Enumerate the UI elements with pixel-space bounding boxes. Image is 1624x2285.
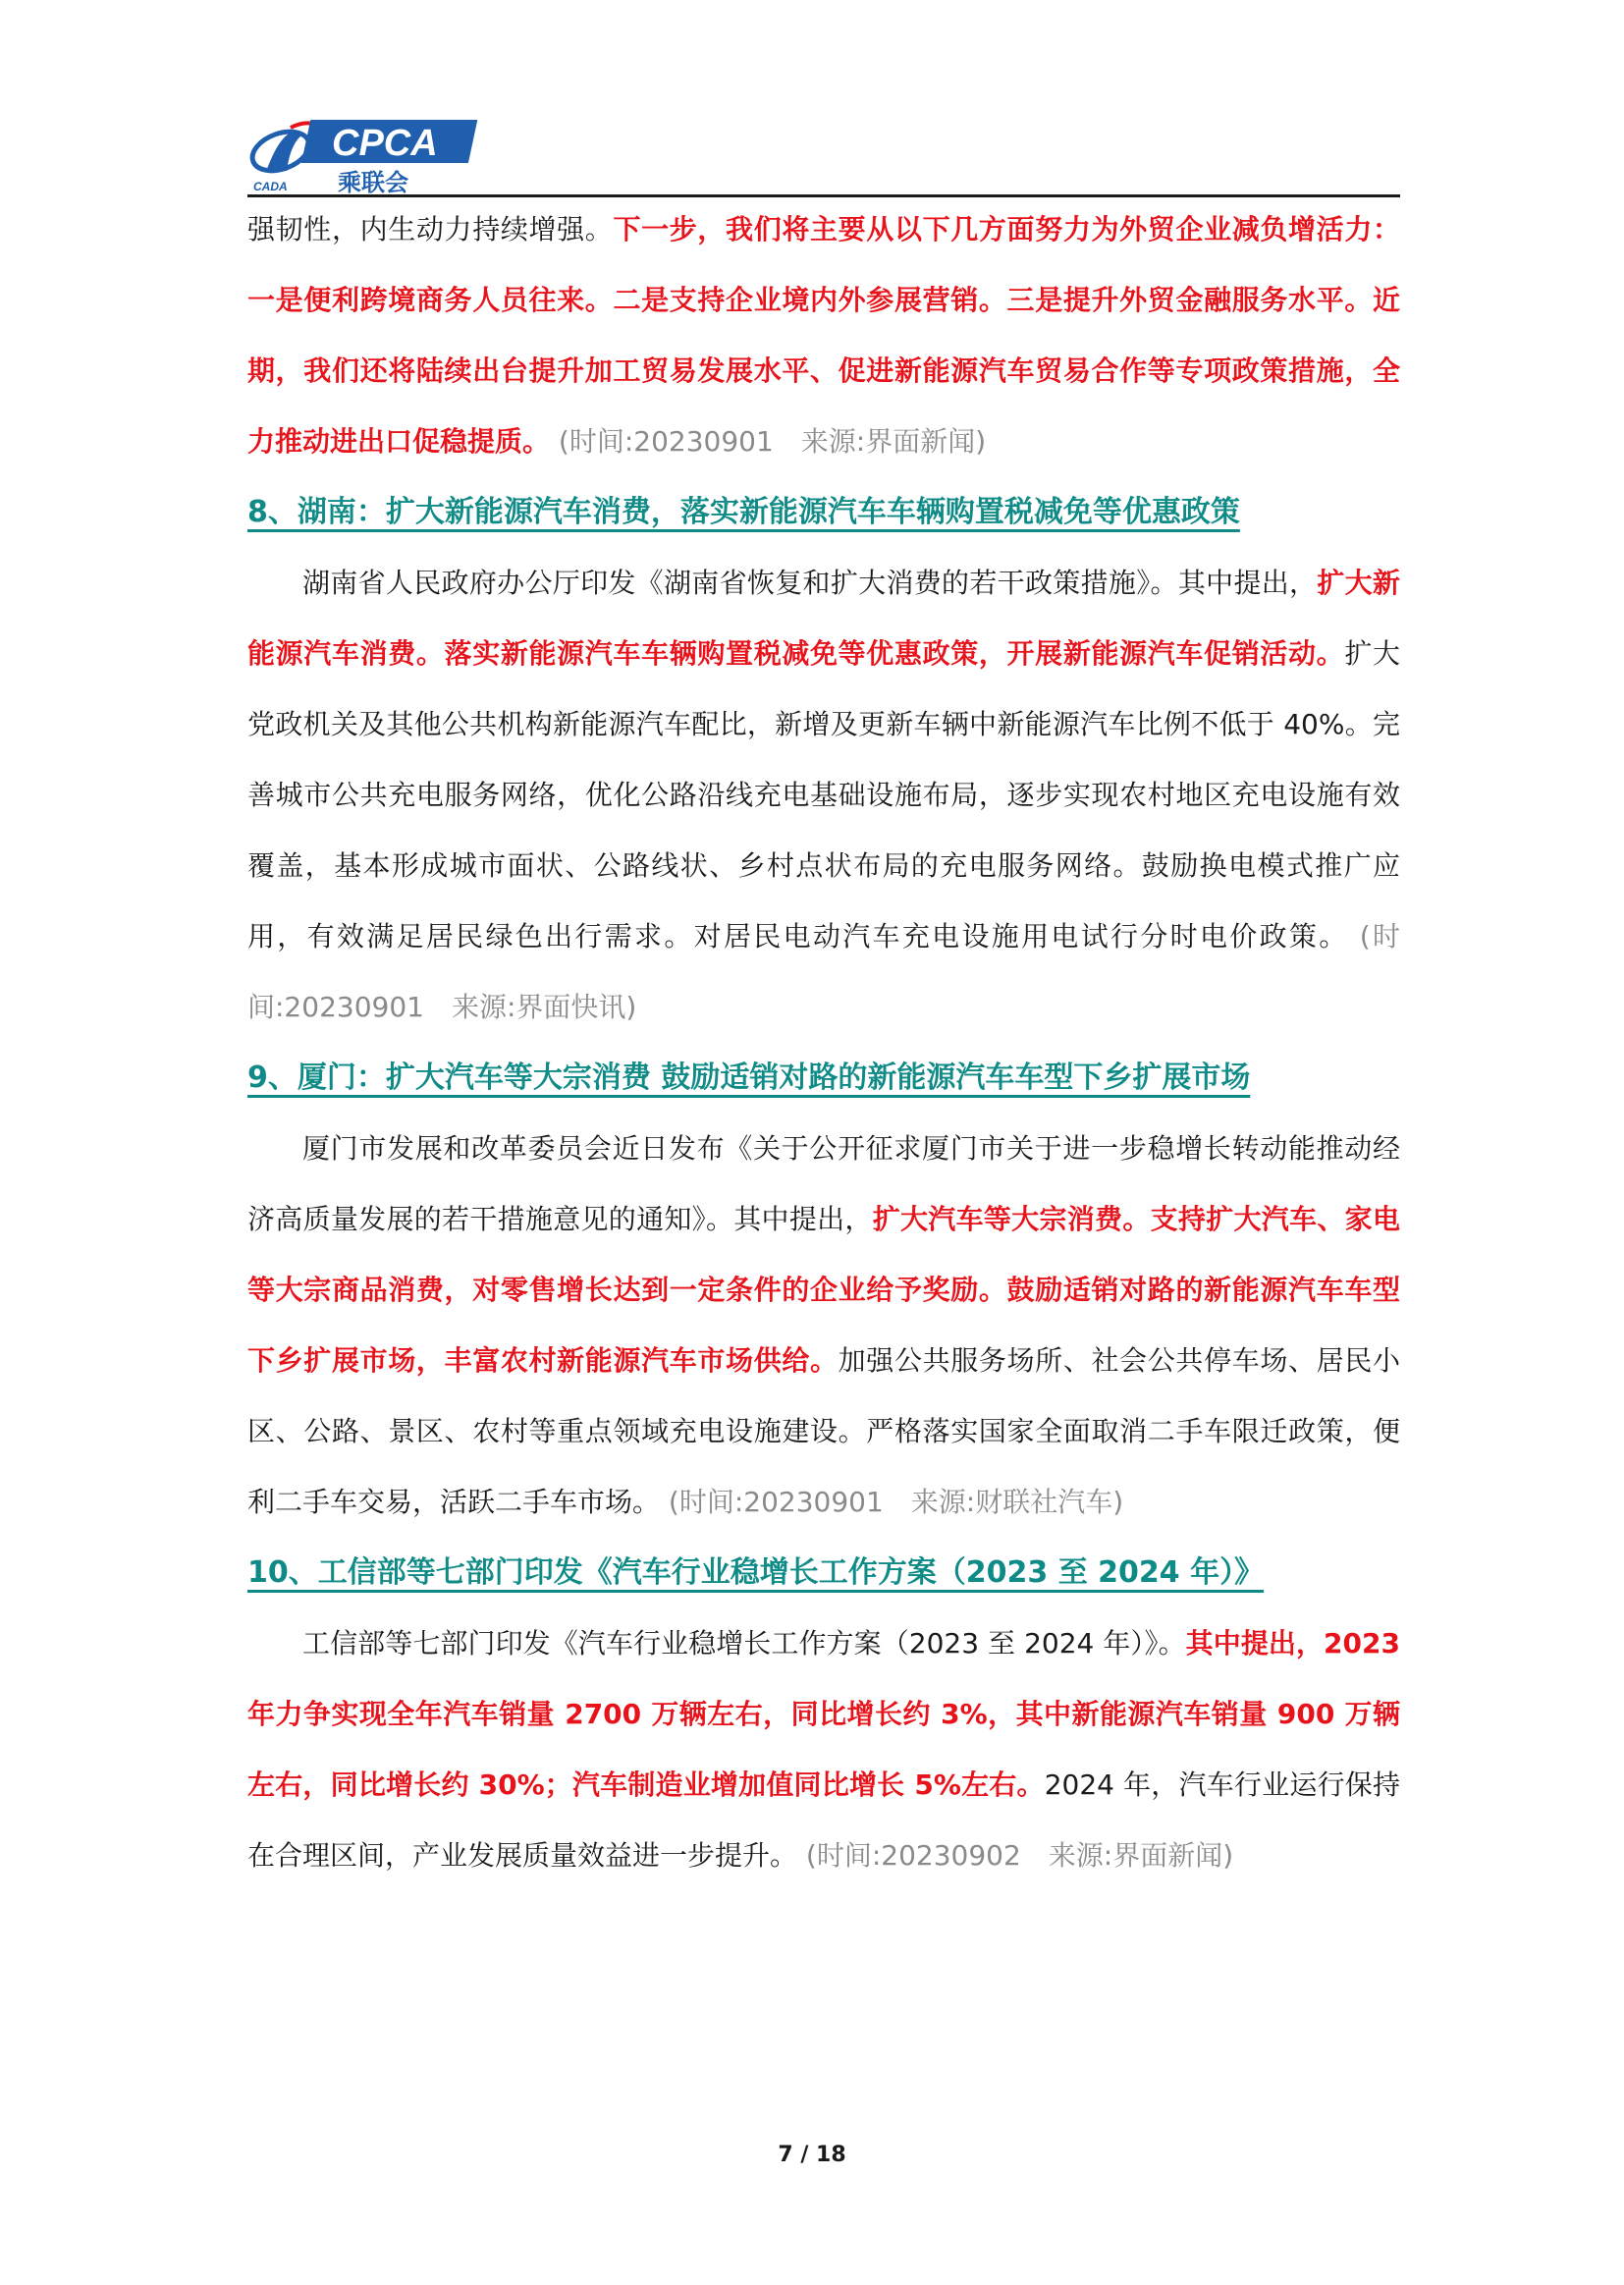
heading-10: 10、工信部等七部门印发《汽车行业稳增长工作方案（2023 至 2024 年）》 bbox=[247, 1555, 1265, 1590]
text-plain: 加强公共服务场所、社会公共停车场、居民小区、公路、景区、农村等重点领域充电设施建设。严格落实国家全面取消二手车限迁政策，便利二手车交易，活跃二手车市场。 bbox=[247, 1344, 1400, 1518]
svg-text:CADA: CADA bbox=[253, 180, 288, 193]
page-number: 7 / 18 bbox=[778, 2143, 846, 2167]
paragraph-miit bbox=[247, 1608, 1400, 1891]
text-plain: 强韧性，内生动力持续增强。 bbox=[247, 213, 614, 245]
paragraph-hunan bbox=[247, 548, 1400, 1043]
paragraph-xiamen bbox=[247, 1114, 1400, 1538]
svg-text:CPCA: CPCA bbox=[332, 123, 438, 164]
document-body bbox=[247, 194, 1400, 1891]
source-meta: (时间:20230901 来源:界面快讯) bbox=[247, 920, 1400, 1023]
text-highlight: 扩大汽车等大宗消费。支持扩大汽车、家电等大宗商品消费，对零售增长达到一定条件的企业给予奖励。鼓励适销对路的新能源汽车车型下乡扩展市场，丰富农村新能源汽车市场供给。 bbox=[247, 1203, 1400, 1377]
text-plain: 扩大党政机关及其他公共机构新能源汽车配比，新增及更新车辆中新能源汽车比例不低于 40%。完善城市公共充电服务网络，优化公路沿线充电基础设施布局，逐步实现农村地区充电设施有效覆盖，基本形成城市面状、公路线状、乡村点状布局的充电服务网络。鼓励换电模式推广应用，有效满足居民绿色出行需求。对居民电动汽车充电设施用电试行分时电价政策。 bbox=[247, 637, 1400, 952]
text-plain: 2024 年，汽车行业运行保持在合理区间，产业发展质量效益进一步提升。 bbox=[247, 1768, 1400, 1872]
source-meta: (时间:20230901 来源:财联社汽车) bbox=[668, 1486, 1124, 1518]
text-plain: 湖南省人民政府办公厅印发《湖南省恢复和扩大消费的若干政策措施》。其中提出， bbox=[302, 567, 1318, 599]
source-meta: (时间:20230901 来源:界面新闻) bbox=[558, 425, 987, 458]
text-highlight: 其中提出，2023 年力争实现全年汽车销量 2700 万辆左右，同比增长约 3%，其中新能源汽车销量 900 万辆左右，同比增长约 30%；汽车制造业增加值同比增长 5%左右。 bbox=[247, 1627, 1400, 1801]
cpca-logo bbox=[247, 112, 483, 194]
heading-9: 9、厦门：扩大汽车等大宗消费 鼓励适销对路的新能源汽车车型下乡扩展市场 bbox=[247, 1061, 1251, 1095]
text-plain: 工信部等七部门印发《汽车行业稳增长工作方案（2023 至 2024 年）》。 bbox=[302, 1627, 1186, 1659]
text-highlight: 下一步，我们将主要从以下几方面努力为外贸企业减负增活力：一是便利跨境商务人员往来。二是支持企业境内外参展营销。三是提升外贸金融服务水平。近期，我们还将陆续出台提升加工贸易发展水平、促进新能源汽车贸易合作等专项政策措施，全力推动进出口促稳提质。 bbox=[247, 213, 1400, 458]
page-header bbox=[247, 108, 1400, 197]
svg-text:乘联会: 乘联会 bbox=[338, 169, 408, 194]
paragraph-trade bbox=[247, 194, 1400, 477]
source-meta: (时间:20230902 来源:界面新闻) bbox=[805, 1839, 1234, 1872]
heading-8: 8、湖南：扩大新能源汽车消费，落实新能源汽车车辆购置税减免等优惠政策 bbox=[247, 495, 1240, 529]
text-plain: 厦门市发展和改革委员会近日发布《关于公开征求厦门市关于进一步稳增长转动能推动经济高质量发展的若干措施意见的通知》。其中提出， bbox=[247, 1132, 1400, 1235]
text-highlight: 扩大新能源汽车消费。落实新能源汽车车辆购置税减免等优惠政策，开展新能源汽车促销活动。 bbox=[247, 567, 1400, 670]
